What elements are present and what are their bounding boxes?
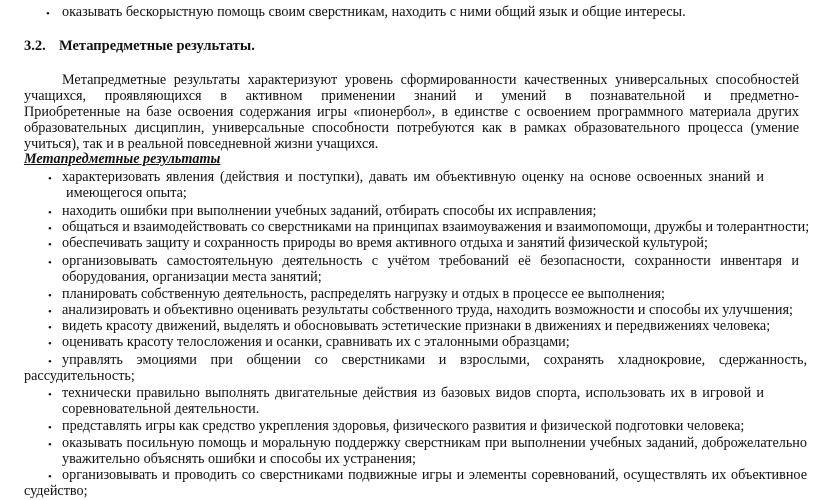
- section-number: 3.2.: [24, 38, 46, 54]
- bullet: •: [48, 290, 52, 302]
- section-title: Метапредметные результаты.: [59, 38, 255, 54]
- list-item-6: планировать собственную деятельность, распределять нагрузку и отдых в процессе ее выполнения;: [62, 286, 665, 302]
- paragraph-line-3: Приобретенные на базе освоения содержания игры «пионербол», в единстве с освоением программного материала других: [24, 104, 799, 120]
- list-item-5-line-2: оборудования, организации места занятий;: [62, 269, 322, 285]
- paragraph-line-5: учиться), так и в реальной повседневной жизни учащихся.: [24, 136, 379, 152]
- paragraph-line-2: учащихся, проявляющихся в активном применении знаний и умений в познавательной и предметно-: [24, 88, 799, 104]
- list-item-13-line-1: оказывать посильную помощь и моральную поддержку сверстникам при выполнении учебных заданий, доброжелательно: [62, 435, 807, 451]
- list-item-8: видеть красоту движений, выделять и обосновывать эстетические признаки в движениях и передвижениях человека;: [62, 318, 771, 334]
- list-item-4: обеспечивать защиту и сохранность природы во время активного отдыха и занятий физической культурой;: [62, 235, 708, 251]
- list-item-12: представлять игры как средство укрепления здоровья, физического развития и физической подготовки человека;: [62, 418, 745, 434]
- list-item-2: находить ошибки при выполнении учебных заданий, отбирать способы их исправления;: [62, 203, 597, 219]
- bullet: •: [48, 422, 52, 434]
- list-item-1-line-1: характеризовать явления (действия и поступки), давать им объективную оценку на основе освоенных знаний и: [62, 169, 764, 185]
- subheading: Метапредметные результаты: [24, 151, 221, 167]
- top-list-item: оказывать бескорыстную помощь своим сверстникам, находить с ними общий язык и общие интересы.: [62, 4, 686, 20]
- bullet: •: [48, 306, 52, 318]
- bullet: •: [48, 389, 52, 401]
- bullet: •: [48, 356, 52, 368]
- list-item-11-line-2: соревновательной деятельности.: [62, 401, 260, 417]
- paragraph-line-4: образовательных дисциплин, универсальные способности потребуются как в рамках образовательного процесса (умение: [24, 120, 799, 136]
- bullet: •: [48, 322, 52, 334]
- list-item-9: оценивать красоту телосложения и осанки, сравнивать их с эталонными образцами;: [62, 334, 570, 350]
- list-item-13-line-2: уважительно объяснять ошибки и способы их устранения;: [62, 451, 416, 467]
- list-item-14-line-2: судейство;: [24, 483, 88, 499]
- list-item-1-line-2: имеющегося опыта;: [66, 185, 187, 201]
- list-item-10-line-2: рассудительность;: [24, 368, 135, 384]
- list-item-11-line-1: технически правильно выполнять двигательные действия из базовых видов спорта, использовать их в игровой и: [62, 385, 764, 401]
- bullet: •: [48, 223, 52, 235]
- bullet: •: [48, 439, 52, 451]
- bullet: •: [48, 207, 52, 219]
- bullet: •: [48, 338, 52, 350]
- list-item-7: анализировать и объективно оценивать результаты собственного труда, находить возможности и способы их улучшения;: [62, 302, 793, 318]
- bullet: •: [48, 257, 52, 269]
- list-item-10-line-1: управлять эмоциями при общении со сверстниками и взрослыми, сохранять хладнокровие, сдержанность,: [62, 352, 807, 368]
- bullet: •: [48, 173, 52, 185]
- list-item-5-line-1: организовывать самостоятельную деятельность с учётом требований её безопасности, сохранности инвентаря и: [62, 253, 799, 269]
- bullet: •: [46, 8, 50, 20]
- list-item-3: общаться и взаимодействовать со сверстниками на принципах взаимоуважения и взаимопомощи, дружбы и толерантности;: [62, 219, 810, 235]
- bullet: •: [48, 471, 52, 483]
- bullet: •: [48, 239, 52, 251]
- list-item-14-line-1: организовывать и проводить со сверстниками подвижные игры и элементы соревнований, осуществлять их объективное: [62, 467, 807, 483]
- paragraph-line-1: Метапредметные результаты характеризуют уровень сформированности качественных универсальных способностей: [62, 72, 799, 88]
